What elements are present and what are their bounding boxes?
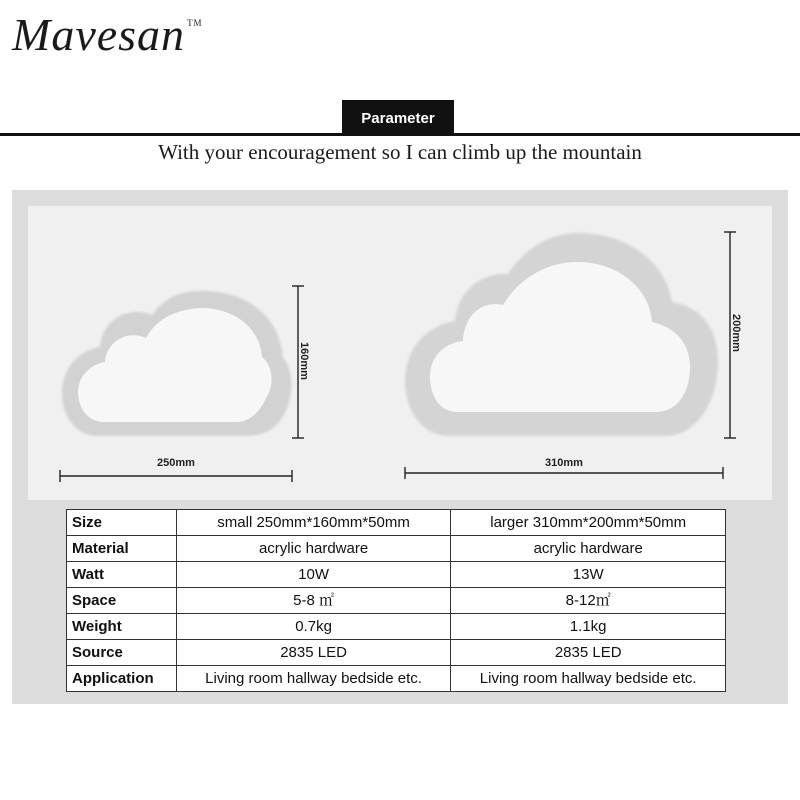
- large-value: 8-12㎡: [451, 588, 726, 614]
- small-cloud-lamp: [62, 291, 291, 436]
- small-value: 2835 LED: [176, 640, 451, 666]
- table-row: [67, 640, 726, 666]
- trademark-mark: TM: [187, 18, 203, 28]
- large-value: 1.1kg: [451, 614, 726, 640]
- row-label: Size: [67, 510, 177, 536]
- row-label: Application: [67, 666, 177, 692]
- table-row: [67, 588, 726, 614]
- large-height-label: 200mm: [729, 314, 742, 352]
- row-label: Watt: [67, 562, 177, 588]
- small-value: acrylic hardware: [176, 536, 451, 562]
- table-row: [67, 536, 726, 562]
- table-row: [67, 666, 726, 692]
- small-value: 0.7kg: [176, 614, 451, 640]
- large-value: Living room hallway bedside etc.: [451, 666, 726, 692]
- large-value: 13W: [451, 562, 726, 588]
- small-width-dimension: [60, 470, 292, 482]
- tagline: With your encouragement so I can climb up the mountain: [158, 140, 642, 164]
- table-row: [67, 510, 726, 536]
- large-width-label: 310mm: [545, 457, 583, 469]
- small-value: 5-8 ㎡: [176, 588, 451, 614]
- large-value: larger 310mm*200mm*50mm: [451, 510, 726, 536]
- table-row: [67, 614, 726, 640]
- row-label: Weight: [67, 614, 177, 640]
- small-cloud-face: [78, 308, 272, 422]
- row-label: Space: [67, 588, 177, 614]
- small-value: small 250mm*160mm*50mm: [176, 510, 451, 536]
- large-value: 2835 LED: [451, 640, 726, 666]
- large-value: acrylic hardware: [451, 536, 726, 562]
- small-height-label: 160mm: [297, 342, 310, 380]
- large-cloud-lamp: [405, 233, 718, 436]
- section-title: Parameter: [342, 100, 454, 136]
- spec-table: [66, 509, 726, 692]
- row-label: Material: [67, 536, 177, 562]
- small-width-label: 250mm: [157, 457, 195, 469]
- small-value: 10W: [176, 562, 451, 588]
- row-label: Source: [67, 640, 177, 666]
- brand-name: Mavesan: [12, 9, 186, 60]
- table-row: [67, 562, 726, 588]
- small-value: Living room hallway bedside etc.: [176, 666, 451, 692]
